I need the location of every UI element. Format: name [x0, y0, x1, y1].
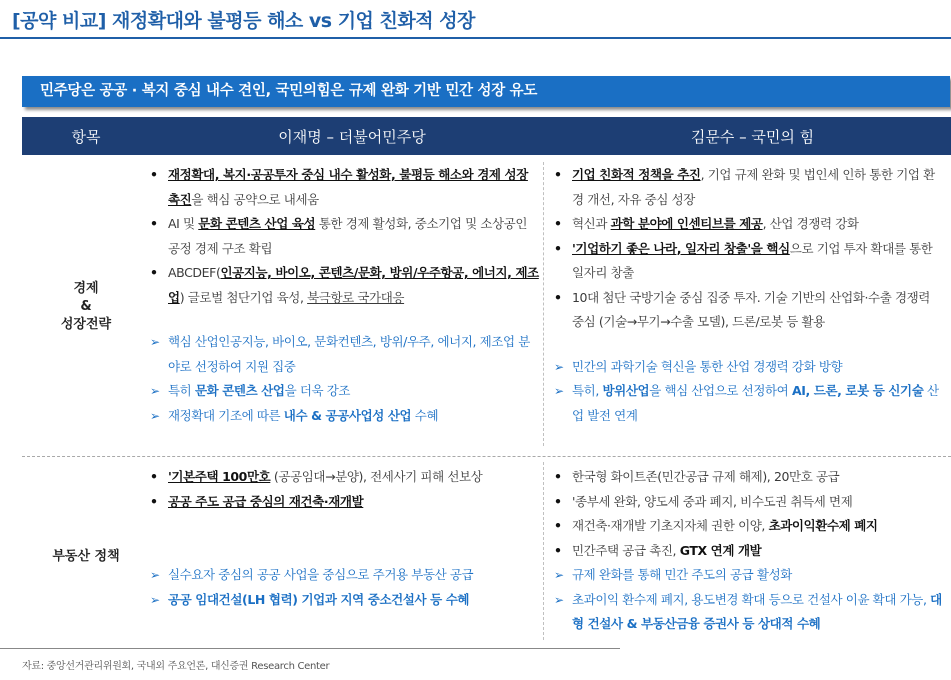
header-item: 항목 [71, 127, 101, 146]
list-item: • 기업 친화적 정책을 추진, 기업 규제 완화 및 법인세 인하 통한 기업 환경 개선, 자유 중심 성장 [554, 163, 944, 212]
bullet-icon: • [554, 216, 562, 231]
list-item: ➢ 핵심 산업인공지능, 바이오, 문화컨텐츠, 방위/우주, 에너지, 제조업 분야로 선정하여 지원 집중 [150, 330, 540, 379]
bullet-icon: • [554, 167, 562, 182]
list-item: ➢ 초과이익 환수제 폐지, 용도변경 확대 등으로 건설사 이윤 확대 가능, 대형 건설사 & 부동산금융 증권사 등 상대적 수혜 [554, 588, 944, 637]
list-item: • 재건축·재개발 기초지자체 권한 이양, 초과이익환수제 폐지 [554, 514, 944, 539]
list-item: • '종부세 완화, 양도세 중과 폐지, 비수도권 취득세 면제 [554, 490, 944, 515]
column-divider [543, 162, 544, 446]
arrow-right-icon: ➢ [150, 568, 160, 582]
list-item: ➢ 실수요자 중심의 공공 사업을 중심으로 주거용 부동산 공급 [150, 563, 540, 588]
bullet-icon: • [150, 469, 158, 484]
list-item: ➢ 민간의 과학기술 혁신을 통한 산업 경쟁력 강화 방향 [554, 355, 944, 380]
list-item: • '기본주택 100만호 (공공임대→분양), 전세사기 피해 선보상 [150, 465, 540, 490]
arrow-right-icon: ➢ [554, 384, 564, 398]
list-item: ➢ 특히, 방위산업을 핵심 산업으로 선정하여 AI, 드론, 로봇 등 신기술 산업 발전 연계 [554, 379, 944, 428]
arrow-right-icon: ➢ [554, 568, 564, 582]
table-header [22, 117, 951, 155]
column-divider [543, 462, 544, 640]
bullet-icon: • [554, 542, 562, 558]
bullet-icon: • [150, 216, 158, 231]
list-item: • ABCDEF(인공지능, 바이오, 콘텐츠/문화, 방위/우주항공, 에너지, 제조업) 글로벌 첨단기업 육성, 북극항로 국가대응 [150, 261, 540, 310]
bullet-icon: • [554, 493, 562, 509]
source-note: 자료: 중앙선거관리위원회, 국내외 주요언론, 대신증권 Research Center [22, 661, 330, 672]
economy-democratic-cell [150, 163, 540, 428]
list-item: ➢ 규제 완화를 통해 민간 주도의 공급 활성화 [554, 563, 944, 588]
summary-banner: 민주당은 공공 · 복지 중심 내수 견인, 국민의힘은 규제 완화 기반 민간 성장 유도 [22, 76, 950, 107]
bullet-icon: • [150, 167, 158, 182]
realestate-ppp-cell [554, 465, 944, 637]
bullet-icon: • [554, 240, 562, 256]
realestate-democratic-cell [150, 465, 540, 612]
bullet-icon: • [150, 265, 158, 280]
footer-rule [0, 648, 620, 649]
bullet-icon: • [554, 289, 562, 305]
arrow-right-icon: ➢ [554, 359, 564, 374]
list-item: • 혁신과 과학 분야에 인센티브를 제공, 산업 경쟁력 강화 [554, 212, 944, 237]
list-item: • 한국형 화이트존(민간공급 규제 해제), 20만호 공급 [554, 465, 944, 490]
list-item: ➢ 공공 임대건설(LH 협력) 기업과 지역 중소건설사 등 수혜 [150, 588, 540, 613]
list-item: • 10대 첨단 국방기술 중심 집중 투자. 기술 기반의 산업화·수출 경쟁력 중심 (기술→무기→수출 모델), 드론/로봇 등 활용 [554, 286, 944, 335]
bullet-icon: • [554, 469, 562, 484]
arrow-right-icon: ➢ [150, 408, 160, 423]
bullet-icon: • [150, 493, 158, 509]
row-divider [22, 456, 951, 457]
arrow-right-icon: ➢ [150, 384, 160, 398]
title-rule [0, 37, 951, 39]
list-item: ➢ 특히 문화 콘텐츠 산업을 더욱 강조 [150, 379, 540, 404]
list-item: • 공공 주도 공급 중심의 재건축·재개발 [150, 490, 540, 515]
list-item: • 민간주택 공급 촉진, GTX 연계 개발 [554, 539, 944, 564]
page-title: [공약 비교] 재정확대와 불평등 해소 vs 기업 친화적 성장 [12, 10, 475, 32]
arrow-right-icon: ➢ [150, 592, 160, 607]
row-label-realestate: 부동산 정책 [52, 549, 120, 564]
economy-ppp-cell [554, 163, 944, 428]
arrow-right-icon: ➢ [150, 335, 160, 349]
header-peoples-power-party: 김문수 – 국민의 힘 [690, 127, 815, 146]
list-item: • '기업하기 좋은 나라, 일자리 창출'을 핵심으로 기업 투자 확대를 통한 일자리 창출 [554, 237, 944, 286]
header-democratic-party: 이재명 – 더불어민주당 [278, 127, 426, 146]
bullet-icon: • [554, 518, 562, 533]
list-item: • AI 및 문화 콘텐츠 산업 육성 통한 경제 활성화, 중소기업 및 소상공인 공정 경제 구조 확립 [150, 212, 540, 261]
arrow-right-icon: ➢ [554, 592, 564, 607]
row-label-economy: 경제 & 성장전략 [60, 281, 112, 332]
list-item: ➢ 재정확대 기조에 따른 내수 & 공공사업성 산업 수혜 [150, 404, 540, 429]
list-item: • 재정확대, 복지·공공투자 중심 내수 활성화, 불평등 해소와 경제 성장 촉진을 핵심 공약으로 내세움 [150, 163, 540, 212]
